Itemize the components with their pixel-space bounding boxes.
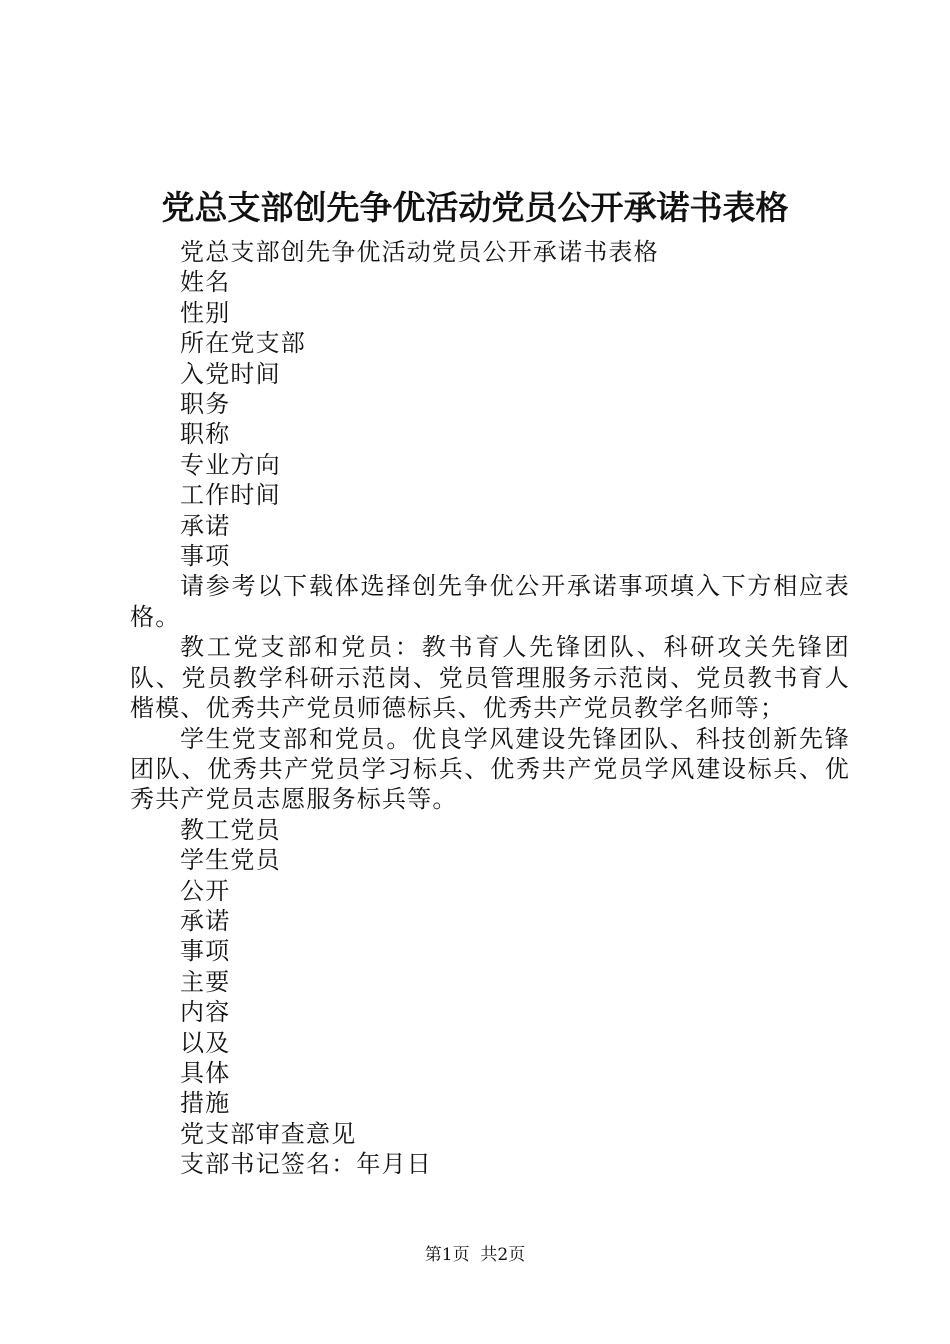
form-line: 党总支部创先争优活动党员公开承诺书表格 bbox=[180, 238, 659, 266]
form-line: 措施 bbox=[180, 1089, 231, 1118]
form-line: 所在党支部 bbox=[180, 329, 306, 358]
form-line: 工作时间 bbox=[180, 481, 281, 510]
form-line: 以及 bbox=[180, 1028, 231, 1057]
form-line: 承诺 bbox=[180, 511, 231, 540]
form-line: 性别 bbox=[180, 298, 231, 327]
student-carrier-paragraph: 学生党支部和党员。优良学风建设先锋团队、科技创新先锋团队、优秀共产党员学习标兵、优秀共产党员学风建设标兵、优秀共产党员志愿服务标兵等。 bbox=[130, 724, 850, 814]
form-line: 事项 bbox=[180, 937, 231, 966]
form-line: 内容 bbox=[180, 998, 231, 1027]
form-line: 学生党员 bbox=[180, 846, 281, 875]
form-line: 姓名 bbox=[180, 268, 231, 297]
form-line: 党支部审查意见 bbox=[180, 1119, 357, 1148]
form-line: 承诺 bbox=[180, 906, 231, 935]
form-line: 职称 bbox=[180, 420, 231, 449]
form-line: 教工党员 bbox=[180, 815, 281, 844]
form-line: 专业方向 bbox=[180, 450, 281, 479]
form-line: 职务 bbox=[180, 390, 231, 419]
page-title: 党总支部创先争优活动党员公开承诺书表格 bbox=[161, 188, 789, 227]
signature-line: 支部书记签名：年月日 bbox=[180, 1150, 432, 1179]
instruction-paragraph: 请参考以下载体选择创先争优公开承诺事项填入下方相应表格。 bbox=[130, 572, 850, 631]
form-line: 公开 bbox=[180, 876, 231, 905]
form-line: 事项 bbox=[180, 542, 231, 571]
form-line: 入党时间 bbox=[180, 359, 281, 388]
page-footer: 第1页 共2页 bbox=[424, 1245, 526, 1265]
staff-carrier-paragraph: 教工党支部和党员：教书育人先锋团队、科研攻关先锋团队、党员教学科研示范岗、党员管理服务示范岗、党员教书育人楷模、优秀共产党员师德标兵、优秀共产党员教学名师等； bbox=[130, 633, 850, 723]
document-body bbox=[130, 237, 850, 1180]
form-line: 主要 bbox=[180, 967, 231, 996]
form-line: 具体 bbox=[180, 1058, 231, 1087]
